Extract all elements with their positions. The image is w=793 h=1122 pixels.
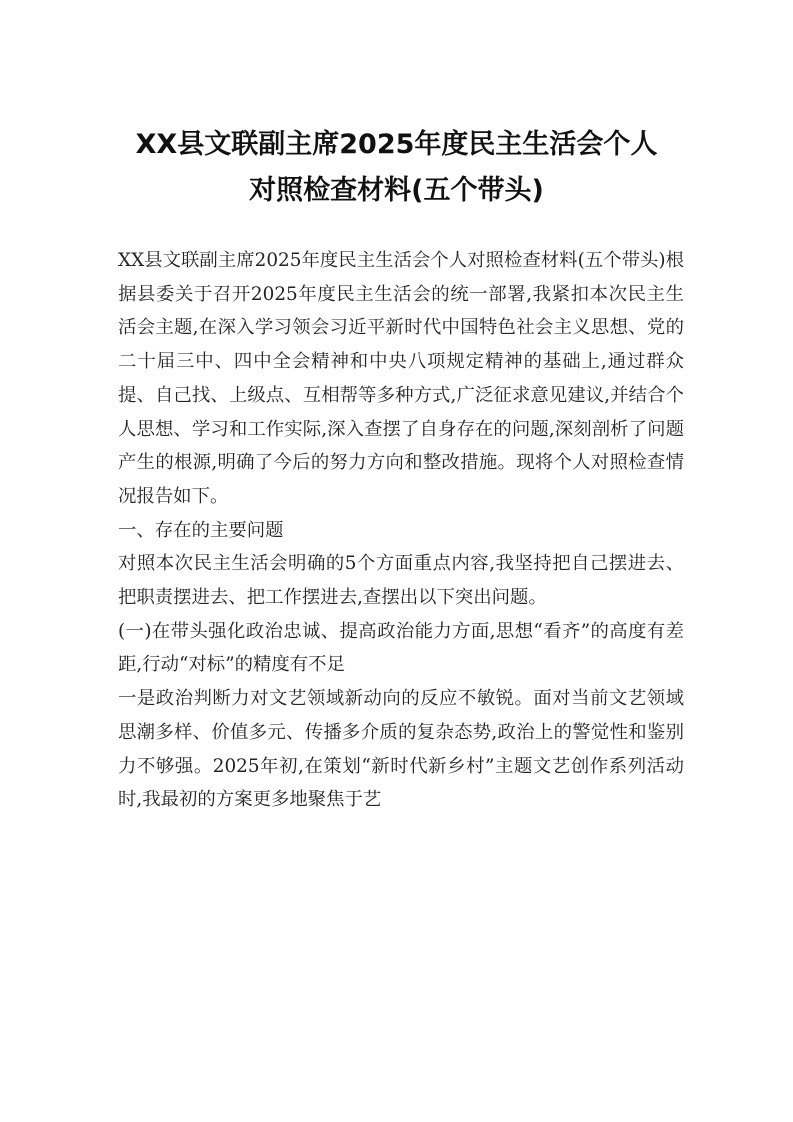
intro-paragraph: XX县文联副主席2025年度民主生活会个人对照检查材料(五个带头)根据县委关于召开2025年度民主生活会的统一部署,我紧扣本次民主生活会主题,在深入学习领会习近平新时代中国特色社会主义思想、党的二十届三中、四中全会精神和中央八项规定精神的基础上,通过群众提、自己找、上级点、互相帮等多种方式,广泛征求意见建议,并结合个人思想、学习和工作实际,深入查摆了自身存在的问题,深刻剖析了问题产生的根源,明确了今后的努力方向和整改措施。现将个人对照检查情况报告如下。 <box>118 250 684 507</box>
subsection-heading: (一)在带头强化政治忠诚、提高政治能力方面,思想“看齐”的高度有差距,行动“对标”的精度有不足 <box>118 620 684 676</box>
document-title-line-2: 对照检查材料(五个带头) <box>249 175 544 206</box>
document-title-line-1: XX县文联副主席2025年度民主生活会个人 <box>135 129 658 160</box>
section-intro-paragraph: 对照本次民主生活会明确的5个方面重点内容,我坚持把自己摆进去、把职责摆进去、把工作摆进去,查摆出以下突出问题。 <box>118 553 684 609</box>
section-heading: 一、存在的主要问题 <box>118 519 284 541</box>
document-body <box>118 244 684 817</box>
body-paragraph: 一是政治判断力对文艺领域新动向的反应不敏锐。面对当前文艺领域思潮多样、价值多元、传播多介质的复杂态势,政治上的警觉性和鉴别力不够强。2025年初,在策划“新时代新乡村”主题文艺创作系列活动时,我最初的方案更多地聚焦于艺 <box>118 688 684 811</box>
